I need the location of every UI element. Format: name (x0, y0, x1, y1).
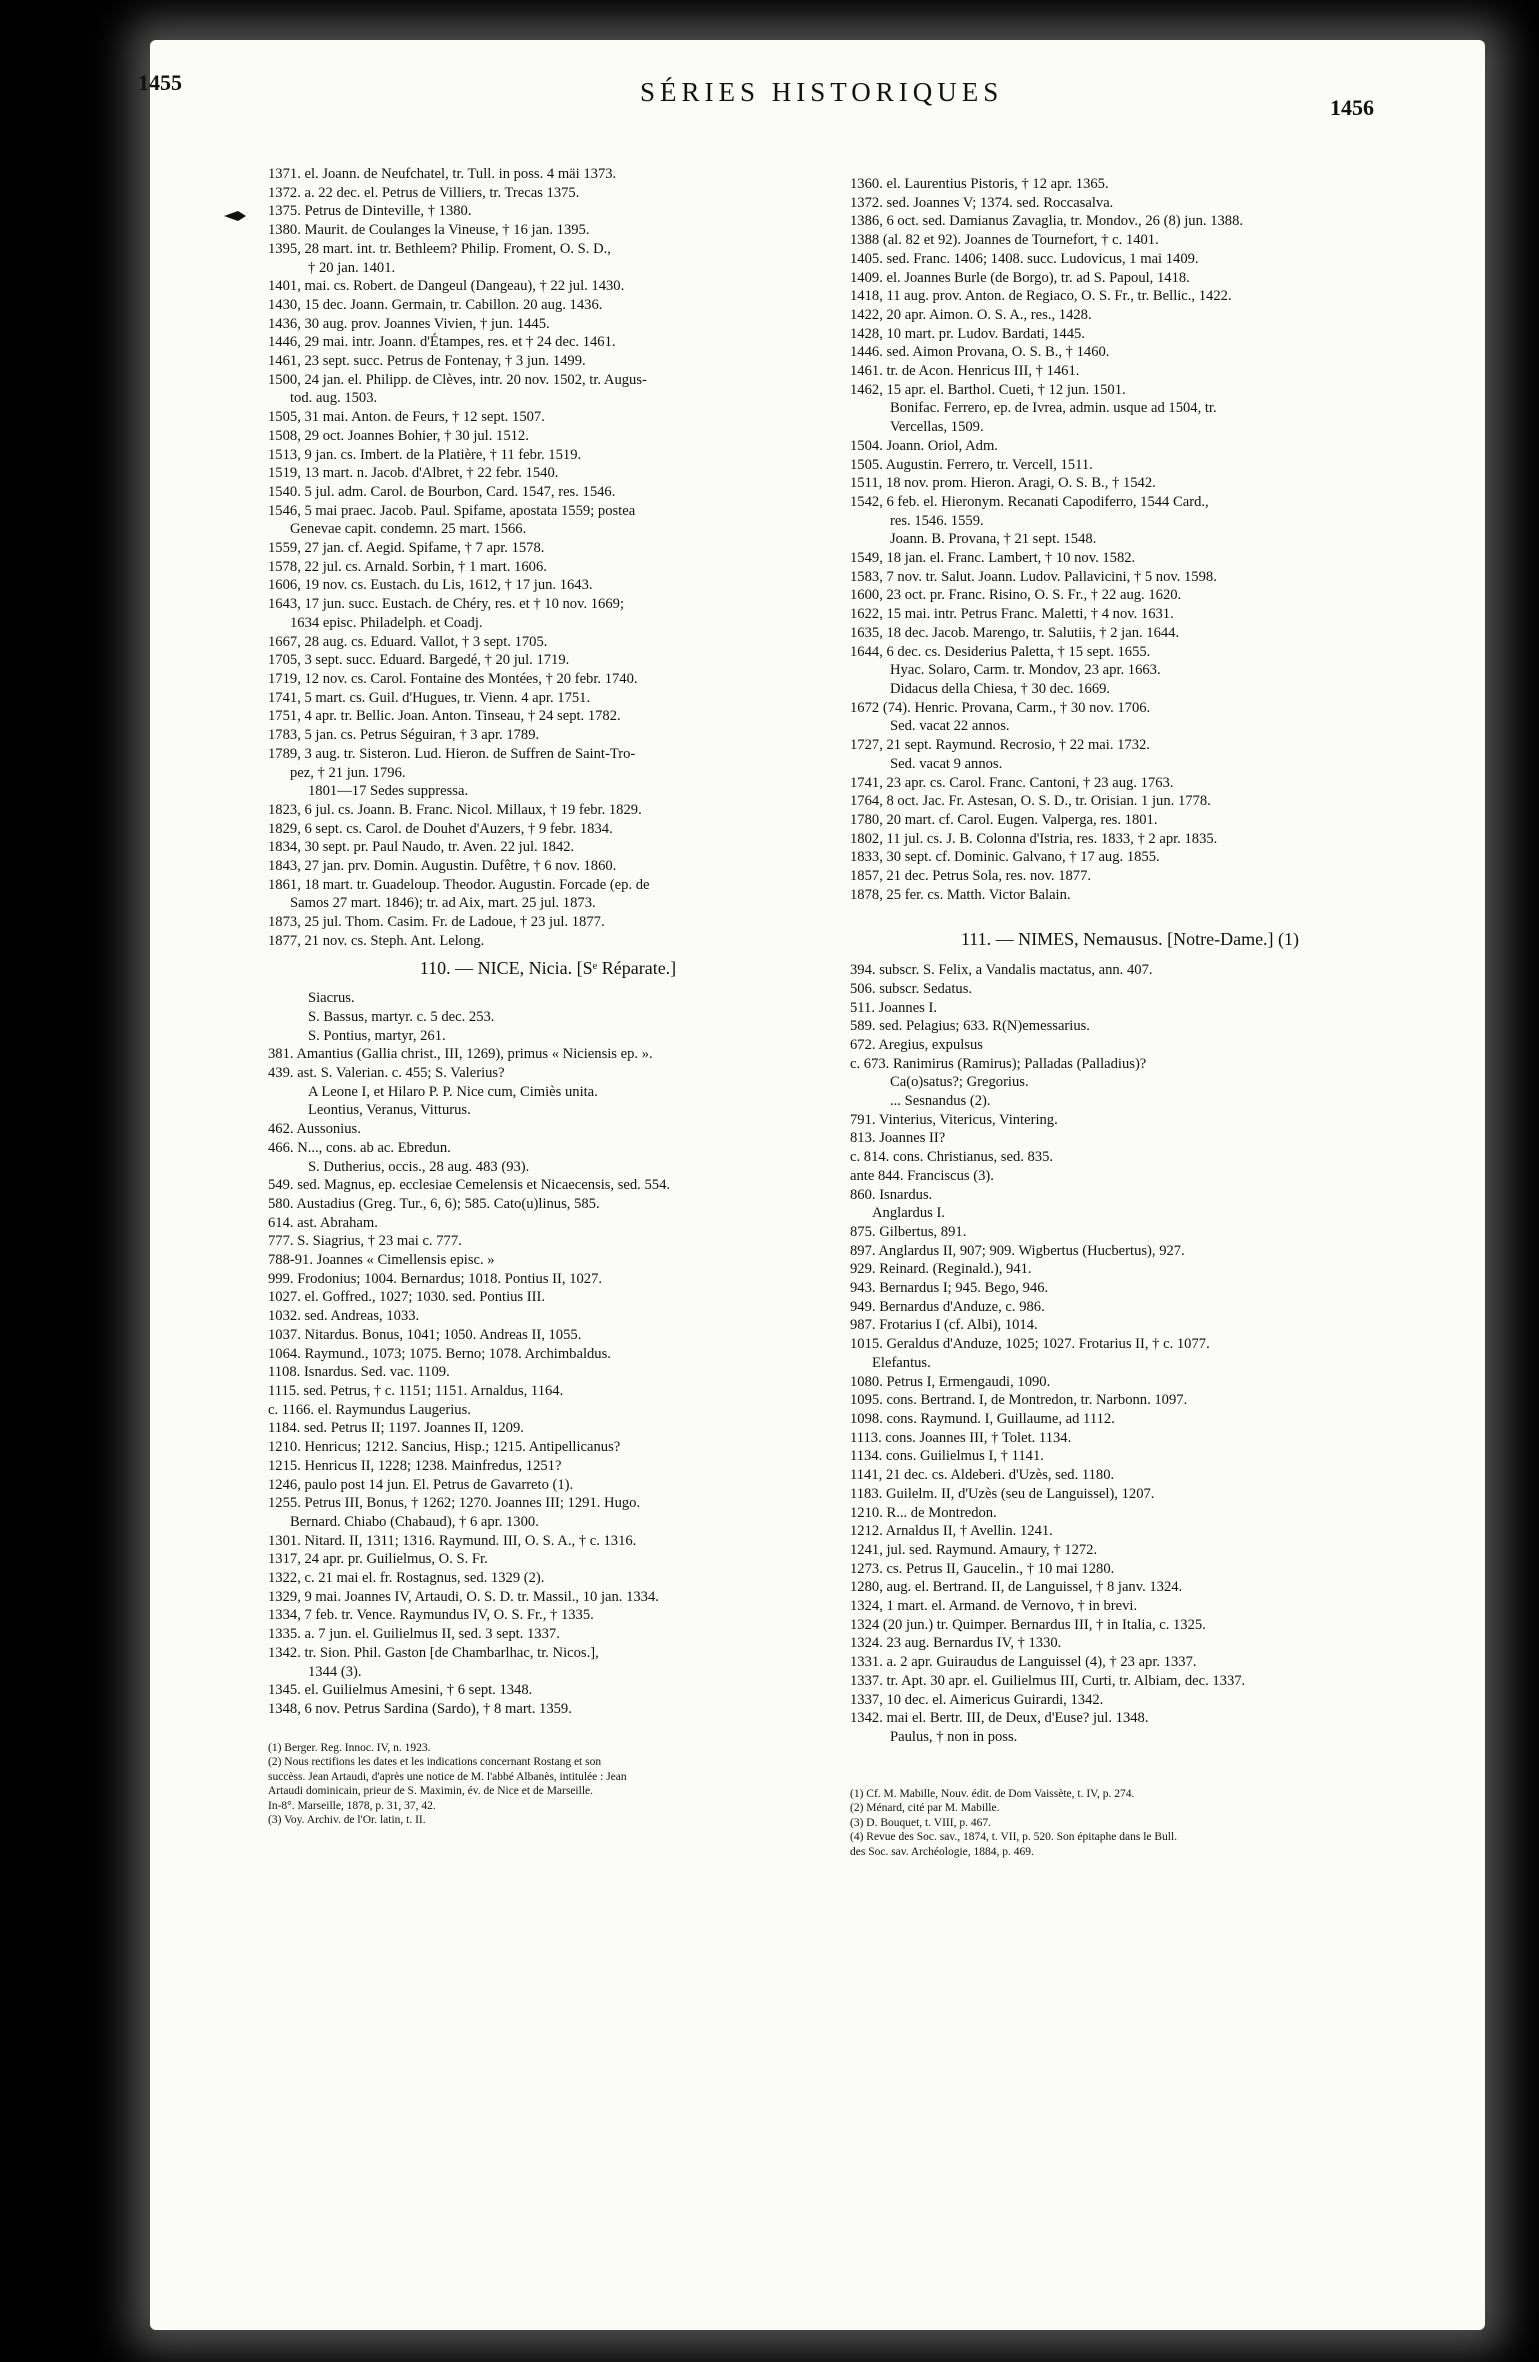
footnote: (1) Cf. M. Mabille, Nouv. édit. de Dom Vaissète, t. IV, p. 274. (850, 1787, 1135, 1800)
entry-line: 1511, 18 nov. prom. Hieron. Aragi, O. S. B., † 1542. (850, 475, 1156, 492)
entry-line: Genevae capit. condemn. 25 mart. 1566. (290, 521, 527, 538)
entry-line: 1857, 21 dec. Petrus Sola, res. nov. 1877. (850, 868, 1092, 885)
entry-line: 1741, 23 apr. cs. Carol. Franc. Cantoni, † 23 aug. 1763. (850, 774, 1174, 791)
entry-line: 1337. tr. Apt. 30 apr. el. Guilielmus III, Curti, tr. Albiam, dec. 1337. (850, 1672, 1246, 1689)
entry-line: 999. Frodonius; 1004. Bernardus; 1018. Pontius II, 1027. (268, 1270, 603, 1287)
entry-line: 1878, 25 fer. cs. Matth. Victor Balain. (850, 886, 1071, 903)
left-footnotes (268, 1741, 828, 1828)
entry-line: Sed. vacat 9 annos. (890, 755, 1003, 772)
footnote: (1) Berger. Reg. Innoc. IV, n. 1923. (268, 1741, 431, 1754)
entry-line: 1395, 28 mart. int. tr. Bethleem? Philip. Froment, O. S. D., (268, 240, 611, 257)
entry-line: 949. Bernardus d'Anduze, c. 986. (850, 1298, 1045, 1315)
entry-line: 549. sed. Magnus, ep. ecclesiae Cemelensis et Nicaecensis, sed. 554. (268, 1177, 671, 1194)
entry-line: 875. Gilbertus, 891. (850, 1223, 967, 1240)
entry-line: 462. Aussonius. (268, 1121, 361, 1138)
running-title: SÉRIES HISTORIQUES (640, 77, 1004, 107)
entry-line: 1301. Nitard. II, 1311; 1316. Raymund. III, O. S. A., † c. 1316. (268, 1532, 637, 1549)
entry-line: 1344 (3). (308, 1663, 362, 1680)
entry-line: ante 844. Franciscus (3). (850, 1167, 994, 1184)
entry-line: 1324 (20 jun.) tr. Quimper. Bernardus III, † in Italia, c. 1325. (850, 1616, 1206, 1633)
entry-line: 1422, 20 apr. Aimon. O. S. A., res., 1428. (850, 306, 1092, 323)
nimes-entry-list (850, 961, 1410, 1747)
entry-line: 1780, 20 mart. cf. Carol. Eugen. Valperga, res. 1801. (850, 811, 1158, 828)
right-entry-list (850, 175, 1410, 904)
entry-line: 1246, paulo post 14 jun. El. Petrus de Gavarreto (1). (268, 1476, 574, 1493)
entry-line: 1446. sed. Aimon Provana, O. S. B., † 1460. (850, 344, 1110, 361)
entry-line: 1505. Augustin. Ferrero, tr. Vercell, 1511. (850, 456, 1093, 473)
entry-line: 943. Bernardus I; 945. Bego, 946. (850, 1280, 1049, 1297)
entry-line: 1873, 25 jul. Thom. Casim. Fr. de Ladoue, † 23 jul. 1877. (268, 914, 605, 931)
entry-line: 1372. sed. Joannes V; 1374. sed. Roccasalva. (850, 194, 1114, 211)
entry-line: Joann. B. Provana, † 21 sept. 1548. (890, 531, 1097, 548)
entry-line: 1210. R... de Montredon. (850, 1504, 997, 1521)
entry-line: 777. S. Siagrius, † 23 mai c. 777. (268, 1233, 462, 1250)
entry-line: 1322, c. 21 mai el. fr. Rostagnus, sed. 1329 (2). (268, 1570, 545, 1587)
entry-line: 1015. Geraldus d'Anduze, 1025; 1027. Frotarius II, † c. 1077. (850, 1336, 1210, 1353)
entry-line: 439. ast. S. Valerian. c. 455; S. Valerius? (268, 1065, 505, 1082)
entry-line: 1802, 11 jul. cs. J. B. Colonna d'Istria, res. 1833, † 2 apr. 1835. (850, 830, 1218, 847)
entry-line: S. Pontius, martyr, 261. (308, 1027, 446, 1044)
entry-line: 1540. 5 jul. adm. Carol. de Bourbon, Card. 1547, res. 1546. (268, 483, 616, 500)
entry-line: 1212. Arnaldus II, † Avellin. 1241. (850, 1523, 1053, 1540)
entry-line: 1329, 9 mai. Joannes IV, Artaudi, O. S. D. tr. Massil., 10 jan. 1334. (268, 1588, 659, 1605)
entry-line: 1098. cons. Raymund. I, Guillaume, ad 1112. (850, 1411, 1115, 1427)
entry-line: 580. Austadius (Greg. Tur., 6, 6); 585. Cato(u)linus, 585. (268, 1195, 600, 1212)
entry-line: 1643, 17 jun. succ. Eustach. de Chéry, res. et † 10 nov. 1669; (268, 596, 624, 613)
footnote: (3) D. Bouquet, t. VIII, p. 467. (850, 1816, 991, 1829)
entry-line: 1500, 24 jan. el. Philipp. de Clèves, intr. 20 nov. 1502, tr. Augus- (268, 371, 647, 388)
entry-line: A Leone I, et Hilaro P. P. Nice cum, Cimiès unita. (308, 1083, 598, 1100)
footnote: (3) Voy. Archiv. de l'Or. latin, t. II. (268, 1814, 426, 1827)
entry-line: 672. Aregius, expulsus (850, 1036, 983, 1053)
entry-line: 1801—17 Sedes suppressa. (308, 783, 469, 800)
entry-line: 788-91. Joannes « Cimellensis episc. » (268, 1252, 495, 1269)
entry-line: Hyac. Solaro, Carm. tr. Mondov, 23 apr. 1663. (890, 662, 1161, 679)
entry-line: 1113. cons. Joannes III, † Tolet. 1134. (850, 1429, 1072, 1446)
entry-line: 860. Isnardus. (850, 1186, 933, 1203)
entry-line: 929. Reinard. (Reginald.), 941. (850, 1261, 1032, 1278)
entry-line: Sed. vacat 22 annos. (890, 718, 1010, 735)
entry-line: 1672 (74). Henric. Provana, Carm., † 30 nov. 1706. (850, 699, 1151, 716)
entry-line: 1080. Petrus I, Ermengaudi, 1090. (850, 1373, 1051, 1390)
entry-line: 1342. mai el. Bertr. III, de Deux, d'Euse? jul. 1348. (850, 1710, 1149, 1727)
entry-line: 1348, 6 nov. Petrus Sardina (Sardo), † 8 mart. 1359. (268, 1700, 572, 1717)
left-column (268, 165, 828, 1828)
entry-line: 1705, 3 sept. succ. Eduard. Bargedé, † 20 jul. 1719. (268, 652, 570, 669)
entry-line: 1342. tr. Sion. Phil. Gaston [de Chambarlhac, tr. Nicos.], (268, 1644, 599, 1661)
entry-line: Didacus della Chiesa, † 30 dec. 1669. (890, 680, 1111, 697)
entry-line: 1546, 5 mai praec. Jacob. Paul. Spifame, apostata 1559; postea (268, 502, 636, 519)
entry-line: 1829, 6 sept. cs. Carol. de Douhet d'Auzers, † 9 febr. 1834. (268, 820, 613, 837)
entry-line: 1371. el. Joann. de Neufchatel, tr. Tull. in poss. 4 mäi 1373. (268, 166, 617, 182)
entry-line: 1789, 3 aug. tr. Sisteron. Lud. Hieron. de Suffren de Saint-Tro- (268, 745, 636, 762)
entry-line: 511. Joannes I. (850, 999, 938, 1016)
entry-line: 1372. a. 22 dec. el. Petrus de Villiers, tr. Trecas 1375. (268, 184, 580, 201)
entry-line: 1317, 24 apr. pr. Guilielmus, O. S. Fr. (268, 1551, 488, 1568)
entry-line: 1578, 22 jul. cs. Arnald. Sorbin, † 1 mart. 1606. (268, 558, 547, 575)
right-footnotes (850, 1787, 1410, 1860)
pointer-hand-icon (224, 210, 246, 222)
entry-line: 1559, 27 jan. cf. Aegid. Spifame, † 7 apr. 1578. (268, 540, 545, 557)
entry-line: Vercellas, 1509. (890, 419, 984, 436)
entry-line: res. 1546. 1559. (890, 512, 984, 529)
entry-line: 1241, jul. sed. Raymund. Amaury, † 1272. (850, 1541, 1098, 1558)
entry-line: 1461, 23 sept. succ. Petrus de Fontenay, † 3 jun. 1499. (268, 353, 586, 370)
entry-line: 1430, 15 dec. Joann. Germain, tr. Cabillon. 20 aug. 1436. (268, 296, 603, 313)
entry-line: 1877, 21 nov. cs. Steph. Ant. Lelong. (268, 932, 485, 949)
entry-line: 1405. sed. Franc. 1406; 1408. succ. Ludovicus, 1 mai 1409. (850, 250, 1199, 267)
entry-line: 813. Joannes II? (850, 1130, 946, 1147)
entry-line: 1764, 8 oct. Jac. Fr. Astesan, O. S. D., tr. Orisian. 1 jun. 1778. (850, 793, 1211, 810)
entry-line: 1542, 6 feb. el. Hieronym. Recanati Capodiferro, 1544 Card., (850, 493, 1209, 510)
footnote: (4) Revue des Soc. sav., 1874, t. VII, p. 520. Son épitaphe dans le Bull. (850, 1831, 1178, 1844)
entry-line: 1108. Isnardus. Sed. vac. 1109. (268, 1364, 450, 1381)
entry-line: 1861, 18 mart. tr. Guadeloup. Theodor. Augustin. Forcade (ep. de (268, 876, 650, 893)
entry-line: 1064. Raymund., 1073; 1075. Berno; 1078. Archimbaldus. (268, 1345, 611, 1362)
entry-line: 1751, 4 apr. tr. Bellic. Joan. Anton. Tinseau, † 24 sept. 1782. (268, 708, 621, 725)
entry-line: 1719, 12 nov. cs. Carol. Fontaine des Montées, † 20 febr. 1740. (268, 670, 638, 687)
entry-line: 466. N..., cons. ab ac. Ebredun. (268, 1139, 451, 1156)
left-entry-list (268, 165, 828, 951)
entry-line: tod. aug. 1503. (290, 390, 378, 407)
entry-line: c. 673. Ranimirus (Ramirus); Palladas (Palladius)? (850, 1055, 1147, 1072)
entry-line: Ca(o)satus?; Gregorius. (890, 1074, 1029, 1091)
entry-line: Leontius, Veranus, Vitturus. (308, 1102, 471, 1119)
entry-line: 1843, 27 jan. prv. Domin. Augustin. Dufêtre, † 6 nov. 1860. (268, 858, 617, 875)
footnote: des Soc. sav. Archéologie, 1884, p. 469. (850, 1845, 1034, 1858)
entry-line: 1644, 6 dec. cs. Desiderius Paletta, † 15 sept. 1655. (850, 643, 1151, 660)
entry-line: 1418, 11 aug. prov. Anton. de Regiaco, O. S. Fr., tr. Bellic., 1422. (850, 288, 1232, 305)
entry-line: 1027. el. Goffred., 1027; 1030. sed. Pontius III. (268, 1289, 545, 1306)
section-heading-nimes: 111. — NIMES, Nemausus. [Notre-Dame.] (1) (960, 929, 1300, 950)
entry-line: c. 814. cons. Christianus, sed. 835. (850, 1149, 1054, 1166)
entry-line: 1635, 18 dec. Jacob. Marengo, tr. Salutiis, † 2 jan. 1644. (850, 624, 1180, 641)
entry-line: 1255. Petrus III, Bonus, † 1262; 1270. Joannes III; 1291. Hugo. (268, 1495, 641, 1512)
entry-line: 1360. el. Laurentius Pistoris, † 12 apr. 1365. (850, 176, 1109, 192)
entry-line: 1184. sed. Petrus II; 1197. Joannes II, 1209. (268, 1420, 524, 1437)
entry-line: 1095. cons. Bertrand. I, de Montredon, tr. Narbonn. 1097. (850, 1392, 1188, 1409)
entry-line: 1727, 21 sept. Raymund. Recrosio, † 22 mai. 1732. (850, 737, 1150, 754)
page-number-left: 1455 (138, 70, 182, 95)
entry-line: 394. subscr. S. Felix, a Vandalis mactatus, ann. 407. (850, 962, 1153, 979)
entry-line: 1280, aug. el. Bertrand. II, de Languissel, † 8 janv. 1324. (850, 1579, 1183, 1596)
footnote: succèss. Jean Artaudi, d'après une notice de M. l'abbé Albanès, intitulée : Jean (268, 1770, 627, 1783)
entry-line: 1345. el. Guilielmus Amesini, † 6 sept. 1348. (268, 1682, 533, 1699)
entry-line: S. Dutherius, occis., 28 aug. 483 (93). (308, 1158, 530, 1175)
right-column (850, 175, 1410, 1859)
section-heading-nice: 110. — NICE, Nicia. [Sᵉ Réparate.] (419, 957, 677, 978)
entry-line: 1783, 5 jan. cs. Petrus Séguiran, † 3 apr. 1789. (268, 727, 540, 744)
entry-line: 1519, 13 mart. n. Jacob. d'Albret, † 22 febr. 1540. (268, 465, 559, 482)
entry-line: 1583, 7 nov. tr. Salut. Joann. Ludov. Pallavicini, † 5 nov. 1598. (850, 568, 1217, 585)
entry-line: 897. Anglardus II, 907; 909. Wigbertus (Hucbertus), 927. (850, 1242, 1185, 1259)
entry-line: Bonifac. Ferrero, ep. de Ivrea, admin. usque ad 1504, tr. (890, 400, 1217, 417)
entry-line: 1461. tr. de Acon. Henricus III, † 1461. (850, 363, 1080, 380)
footnote: In-8°. Marseille, 1878, p. 31, 37, 42. (268, 1799, 436, 1812)
entry-line: c. 1166. el. Raymundus Laugerius. (268, 1401, 471, 1418)
entry-line: 1634 episc. Philadelph. et Coadj. (290, 614, 483, 631)
entry-line: 1331. a. 2 apr. Guiraudus de Languissel (4), † 23 apr. 1337. (850, 1654, 1197, 1671)
entry-line: S. Bassus, martyr. c. 5 dec. 253. (308, 1008, 495, 1025)
entry-line: 1134. cons. Guilielmus I, † 1141. (850, 1448, 1044, 1465)
entry-line: 1622, 15 mai. intr. Petrus Franc. Maletti, † 4 nov. 1631. (850, 606, 1174, 623)
entry-line: 1032. sed. Andreas, 1033. (268, 1308, 420, 1325)
entry-line: 1428, 10 mart. pr. Ludov. Bardati, 1445. (850, 325, 1085, 342)
entry-line: 589. sed. Pelagius; 633. R(N)emessarius. (850, 1018, 1090, 1035)
entry-line: 1823, 6 jul. cs. Joann. B. Franc. Nicol. Millaux, † 19 febr. 1829. (268, 801, 642, 818)
footnote: (2) Ménard, cité par M. Mabille. (850, 1802, 1000, 1815)
nice-entry-list (268, 989, 828, 1718)
entry-line: 1513, 9 jan. cs. Imbert. de la Platière, † 11 febr. 1519. (268, 446, 582, 463)
entry-line: 1741, 5 mart. cs. Guil. d'Hugues, tr. Vienn. 4 apr. 1751. (268, 689, 591, 706)
entry-line: 1380. Maurit. de Coulanges la Vineuse, † 16 jan. 1395. (268, 222, 590, 239)
entry-line: 987. Frotarius I (cf. Albi), 1014. (850, 1317, 1038, 1334)
entry-line: 1833, 30 sept. cf. Dominic. Galvano, † 17 aug. 1855. (850, 849, 1160, 866)
entry-line: Samos 27 mart. 1846); tr. ad Aix, mart. 25 jul. 1873. (290, 895, 596, 912)
entry-line: 1324, 1 mart. el. Armand. de Vernovo, † in brevi. (850, 1598, 1138, 1615)
entry-line: 381. Amantius (Gallia christ., III, 1269), primus « Niciensis ep. ». (268, 1046, 653, 1063)
entry-line: Elefantus. (872, 1354, 931, 1371)
entry-line: 1401, mai. cs. Robert. de Dangeul (Dangeau), † 22 jul. 1430. (268, 278, 625, 295)
entry-line: 1183. Guilelm. II, d'Uzès (seu de Languissel), 1207. (850, 1485, 1155, 1502)
entry-line: 1386, 6 oct. sed. Damianus Zavaglia, tr. Mondov., 26 (8) jun. 1388. (850, 213, 1244, 230)
entry-line: 791. Vinterius, Vitericus, Vintering. (850, 1111, 1058, 1128)
entry-line: Siacrus. (308, 990, 355, 1007)
entry-line: 1667, 28 aug. cs. Eduard. Vallot, † 3 sept. 1705. (268, 633, 548, 650)
entry-line: Anglardus I. (872, 1205, 945, 1222)
footnote: Artaudi dominicain, prieur de S. Maximin, év. de Nice et de Marseille. (268, 1785, 593, 1798)
entry-line: 1436, 30 aug. prov. Joannes Vivien, † jun. 1445. (268, 315, 550, 332)
entry-line: 1337, 10 dec. el. Aimericus Guirardi, 1342. (850, 1691, 1104, 1708)
entry-line: 1210. Henricus; 1212. Sancius, Hisp.; 1215. Antipellicanus? (268, 1439, 621, 1456)
page-number-right: 1456 (1330, 95, 1374, 120)
entry-line: 1600, 23 oct. pr. Franc. Risino, O. S. Fr., † 22 aug. 1620. (850, 587, 1182, 604)
entry-line: 1505, 31 mai. Anton. de Feurs, † 12 sept. 1507. (268, 409, 545, 426)
entry-line: 1606, 19 nov. cs. Eustach. du Lis, 1612, † 17 jun. 1643. (268, 577, 593, 594)
entry-line: 1409. el. Joannes Burle (de Borgo), tr. ad S. Papoul, 1418. (850, 269, 1190, 286)
entry-line: 1324. 23 aug. Bernardus IV, † 1330. (850, 1635, 1062, 1652)
entry-line: Paulus, † non in poss. (890, 1728, 1018, 1745)
entry-line: 1388 (al. 82 et 92). Joannes de Tournefort, † c. 1401. (850, 232, 1159, 249)
entry-line: 1273. cs. Petrus II, Gaucelin., † 10 mai 1280. (850, 1560, 1115, 1577)
entry-line: 506. subscr. Sedatus. (850, 980, 973, 997)
entry-line: 1462, 15 apr. el. Barthol. Cueti, † 12 jun. 1501. (850, 381, 1126, 398)
entry-line: 1446, 29 mai. intr. Joann. d'Étampes, res. et † 24 dec. 1461. (268, 334, 616, 351)
entry-line: 1549, 18 jan. el. Franc. Lambert, † 10 nov. 1582. (850, 550, 1136, 567)
footnote: (2) Nous rectifions les dates et les indications concernant Rostang et son (268, 1756, 602, 1769)
entry-line: 1037. Nitardus. Bonus, 1041; 1050. Andreas II, 1055. (268, 1326, 582, 1343)
entry-line: 1335. a. 7 jun. el. Guilielmus II, sed. 3 sept. 1337. (268, 1626, 560, 1643)
entry-line: ... Sesnandus (2). (890, 1093, 991, 1110)
entry-line: 1375. Petrus de Dinteville, † 1380. (268, 203, 472, 220)
entry-line: 1504. Joann. Oriol, Adm. (850, 437, 998, 454)
entry-line: 1508, 29 oct. Joannes Bohier, † 30 jul. 1512. (268, 427, 529, 444)
entry-line: 614. ast. Abraham. (268, 1214, 378, 1231)
entry-line: pez, † 21 jun. 1796. (290, 764, 406, 781)
entry-line: † 20 jan. 1401. (308, 259, 396, 276)
entry-line: 1334, 7 feb. tr. Vence. Raymundus IV, O. S. Fr., † 1335. (268, 1607, 594, 1624)
entry-line: 1115. sed. Petrus, † c. 1151; 1151. Arnaldus, 1164. (268, 1383, 564, 1399)
entry-line: 1215. Henricus II, 1228; 1238. Mainfredus, 1251? (268, 1457, 562, 1474)
entry-line: Bernard. Chiabo (Chabaud), † 6 apr. 1300. (290, 1513, 539, 1530)
entry-line: 1834, 30 sept. pr. Paul Naudo, tr. Aven. 22 jul. 1842. (268, 839, 575, 856)
entry-line: 1141, 21 dec. cs. Aldeberi. d'Uzès, sed. 1180. (850, 1467, 1115, 1484)
